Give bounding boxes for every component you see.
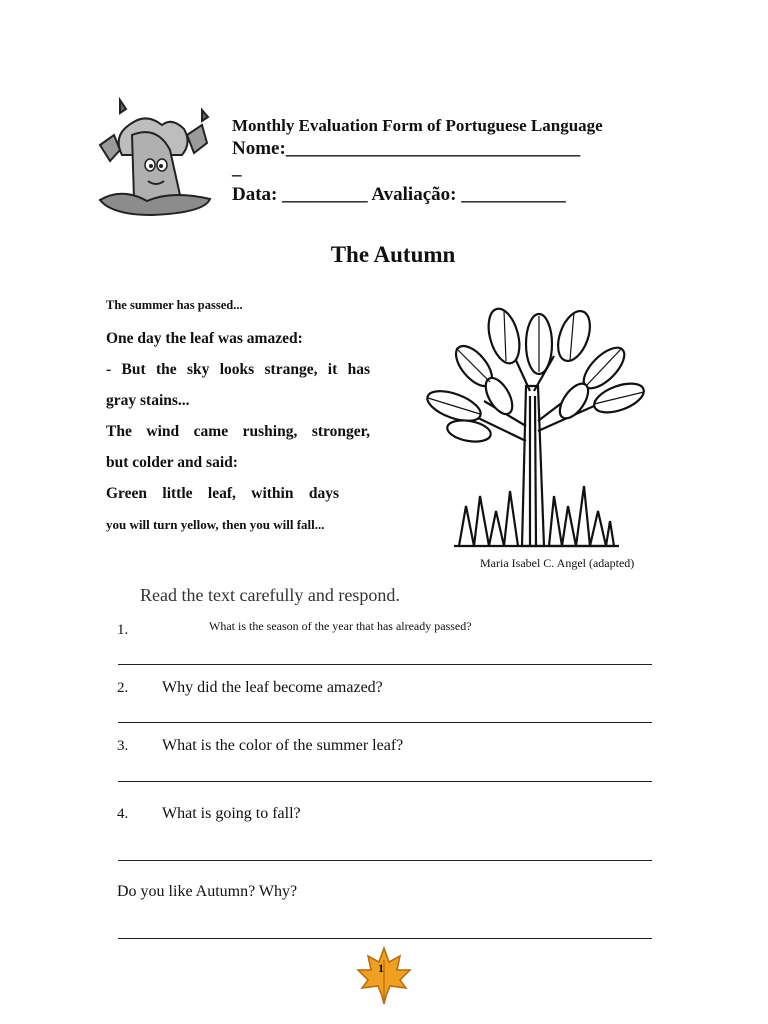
question-number-3: 3. — [117, 738, 129, 754]
question-text-3: What is the color of the summer leaf? — [162, 737, 404, 754]
answer-line-1[interactable] — [118, 664, 652, 665]
name-field-overflow: _ — [232, 158, 242, 179]
date-evaluation-field[interactable]: Data: _________ Avaliação: ___________ — [232, 184, 566, 205]
poem-line: gray stains... — [106, 392, 190, 409]
poem-line: Green little leaf, within days — [106, 485, 339, 502]
poem — [106, 323, 376, 540]
answer-line-3[interactable] — [118, 781, 652, 782]
page-number: 1 — [378, 961, 384, 975]
poem-line: - But the sky looks strange, it has — [106, 361, 370, 378]
question-number-1: 1. — [117, 622, 129, 638]
form-title: Monthly Evaluation Form of Portuguese Language — [232, 116, 603, 135]
poem-line: you will turn yellow, then you will fall... — [106, 517, 325, 532]
name-field[interactable]: Nome:_______________________________ — [232, 138, 581, 159]
answer-line-5[interactable] — [118, 938, 652, 939]
answer-line-2[interactable] — [118, 722, 652, 723]
instructions: Read the text carefully and respond. — [140, 585, 400, 605]
question-text-1: What is the season of the year that has already passed? — [209, 619, 472, 633]
leaf-character-icon — [92, 95, 222, 220]
answer-line-4[interactable] — [118, 860, 652, 861]
poem-intro: The summer has passed... — [106, 298, 243, 312]
poem-line: but colder and said: — [106, 454, 238, 471]
final-question: Do you like Autumn? Why? — [117, 883, 298, 900]
poem-credit: Maria Isabel C. Angel (adapted) — [480, 556, 635, 570]
question-number-4: 4. — [117, 806, 129, 822]
question-number-2: 2. — [117, 680, 129, 696]
poem-line: The wind came rushing, stronger, — [106, 423, 370, 440]
question-text-2: Why did the leaf become amazed? — [162, 679, 383, 696]
page-title: The Autumn — [330, 242, 456, 267]
poem-line: One day the leaf was amazed: — [106, 330, 303, 347]
question-text-4: What is going to fall? — [162, 805, 301, 822]
tree-icon — [414, 306, 650, 556]
maple-leaf-icon — [356, 946, 412, 1006]
